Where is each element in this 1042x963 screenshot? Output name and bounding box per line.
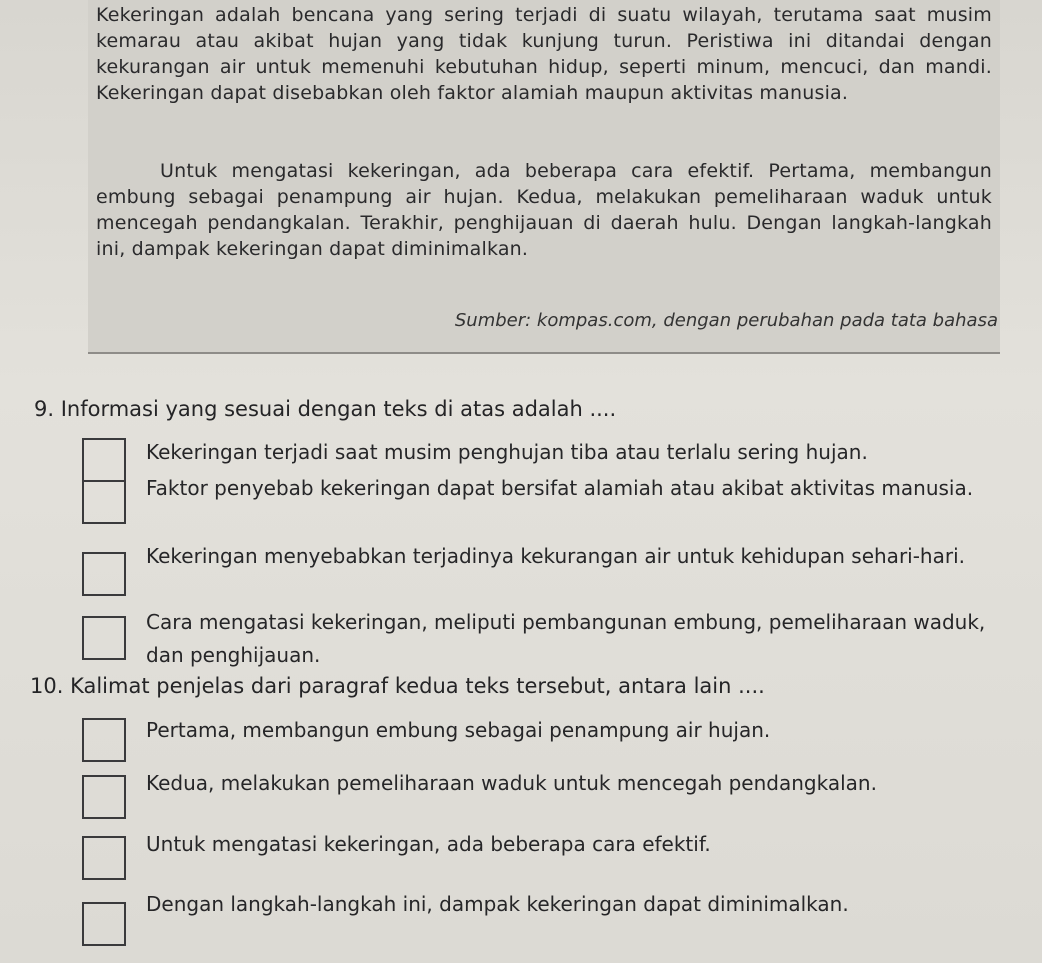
option-label: Cara mengatasi kekeringan, meliputi pembangunan embung, pemeliharaan waduk, dan penghijauan. (146, 610, 986, 667)
option-label: Kedua, melakukan pemeliharaan waduk untuk mencegah pendangkalan. (146, 771, 877, 795)
checkbox[interactable] (82, 480, 126, 524)
checkbox[interactable] (82, 718, 126, 762)
option-label: Faktor penyebab kekeringan dapat bersifat alamiah atau akibat aktivitas manusia. (146, 476, 974, 500)
option-label: Untuk mengatasi kekeringan, ada beberapa cara efektif. (146, 832, 711, 856)
divider (88, 352, 1000, 354)
option-label: Kekeringan terjadi saat musim penghujan tiba atau terlalu sering hujan. (146, 440, 868, 464)
passage-paragraph-1: Kekeringan adalah bencana yang sering terjadi di suatu wilayah, terutama saat musim kemarau atau akibat hujan yang tidak kunjung turun. Peristiwa ini ditandai dengan kekurangan air untuk memenuhi kebutuhan hidup, seperti minum, mencuci, dan mandi. Kekeringan dapat disebabkan oleh faktor alamiah maupun aktivitas manusia. (96, 4, 992, 104)
checkbox[interactable] (82, 836, 126, 880)
option-label: Kekeringan menyebabkan terjadinya kekurangan air untuk kehidupan sehari-hari. (146, 544, 966, 568)
question-10-title: 10. Kalimat penjelas dari paragraf kedua teks tersebut, antara lain .... (30, 674, 765, 698)
checkbox[interactable] (82, 438, 126, 482)
checkbox[interactable] (82, 552, 126, 596)
checkbox[interactable] (82, 616, 126, 660)
passage-paragraph-2: Untuk mengatasi kekeringan, ada beberapa cara efektif. Pertama, membangun embung sebagai penampung air hujan. Kedua, melakukan pemeliharaan waduk untuk mencegah pendangkalan. Terakhir, penghijauan di daerah hulu. Dengan langkah-langkah ini, dampak kekeringan dapat diminimalkan. (96, 160, 992, 260)
passage-source: Sumber: kompas.com, dengan perubahan pada tata bahasa (454, 310, 998, 331)
checkbox[interactable] (82, 902, 126, 946)
option-label: Pertama, membangun embung sebagai penampung air hujan. (146, 718, 771, 742)
option-label: Dengan langkah-langkah ini, dampak kekeringan dapat diminimalkan. (146, 892, 849, 916)
question-9-title: 9. Informasi yang sesuai dengan teks di atas adalah .... (34, 397, 617, 421)
checkbox[interactable] (82, 775, 126, 819)
